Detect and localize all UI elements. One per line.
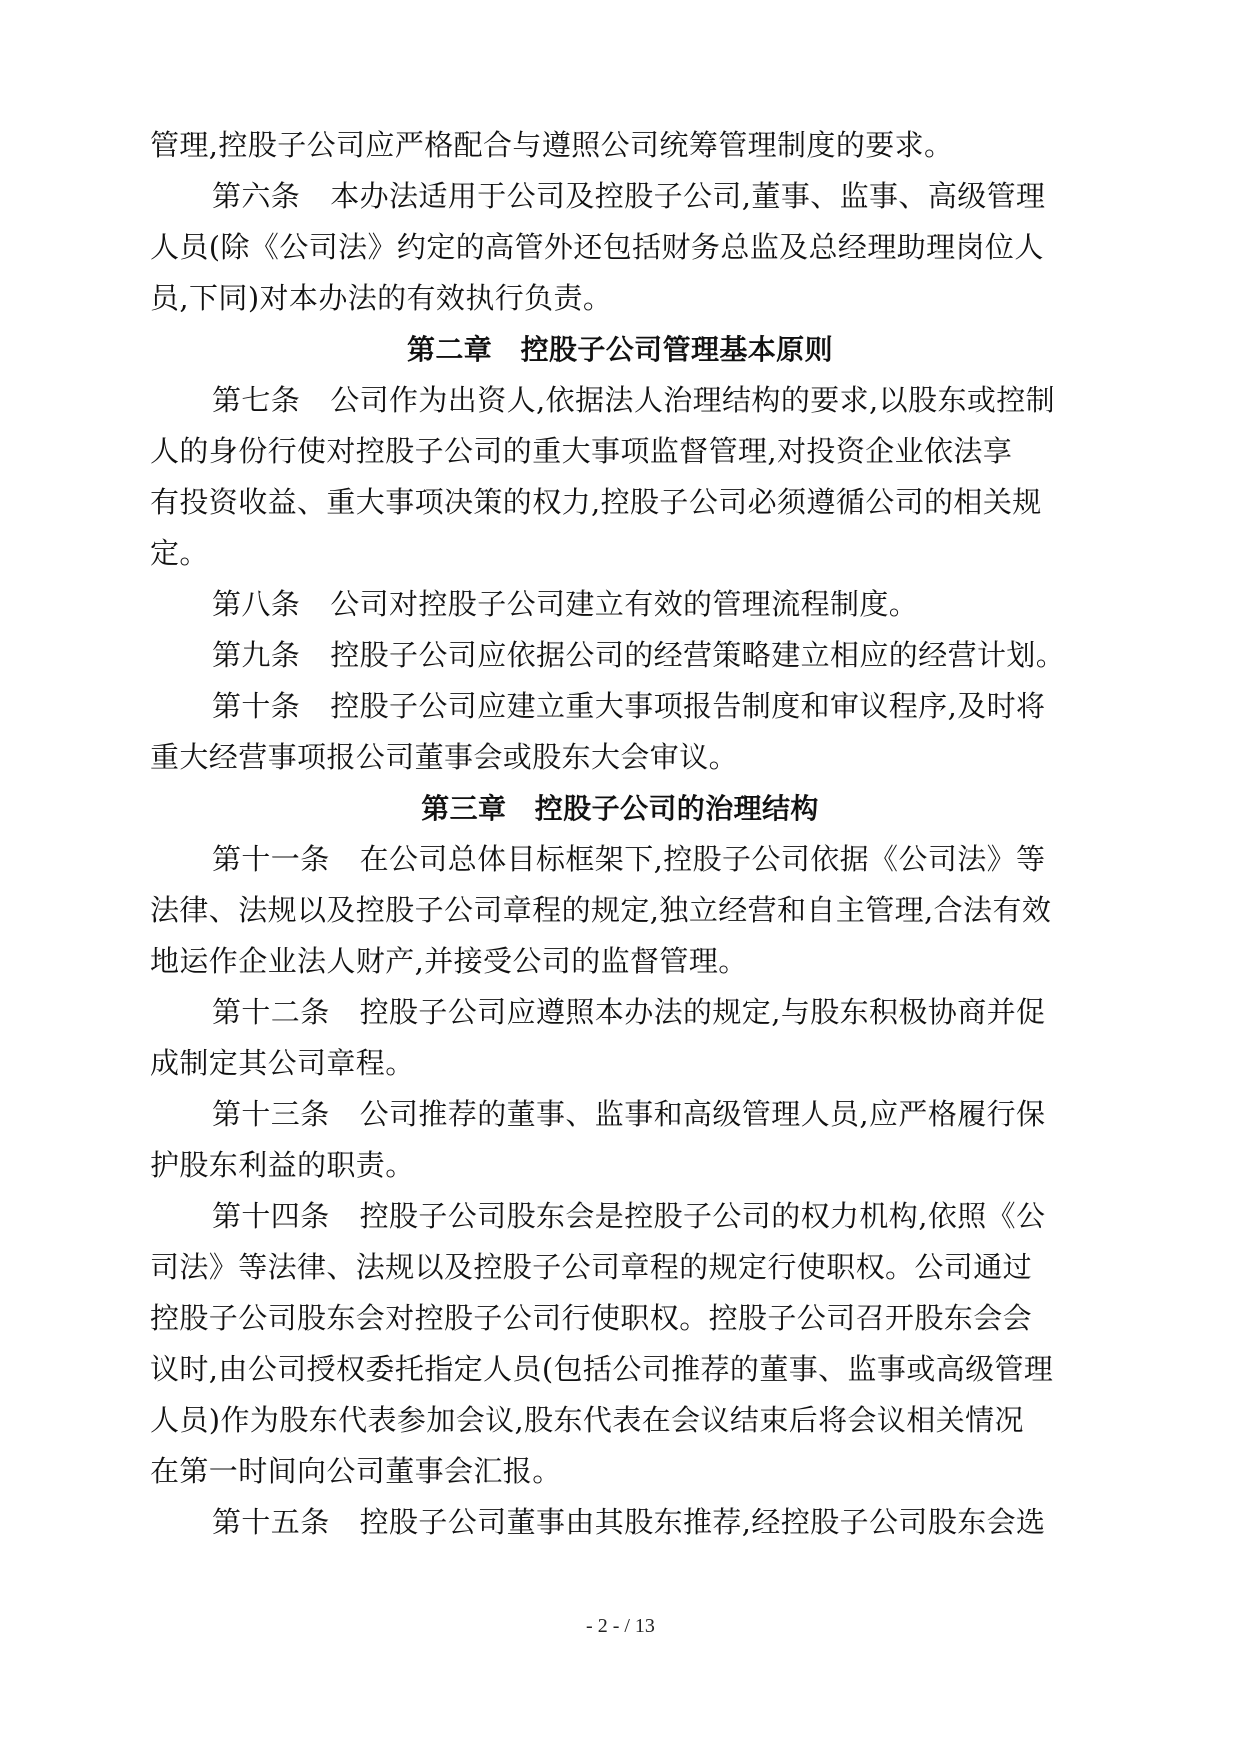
article-number: 第九条 [212,638,301,672]
article-number: 第十四条 [212,1199,330,1233]
article-number: 第十条 [212,689,301,723]
article-text: 控股子公司董事由其股东推荐,经控股子公司股东会选 [359,1505,1046,1539]
chapter-heading: 第三章 控股子公司的治理结构 [421,792,819,825]
article-line [150,1191,1090,1242]
article-text: 公司对控股子公司建立有效的管理流程制度。 [330,587,919,621]
article-text: 公司推荐的董事、监事和高级管理人员,应严格履行保 [359,1097,1046,1131]
article-line [150,1089,1090,1140]
body-text-line: 议时,由公司授权委托指定人员(包括公司推荐的董事、监事或高级管理 [150,1352,1054,1386]
body-text-line: 人的身份行使对控股子公司的重大事项监督管理,对投资企业依法享 [150,434,1013,468]
body-text-line: 护股东利益的职责。 [150,1148,415,1182]
article-number: 第十三条 [212,1097,330,1131]
article-line [150,987,1090,1038]
document-body [150,120,1090,1548]
article-line [150,681,1090,732]
body-text-line: 定。 [150,536,209,570]
article-line [150,171,1090,222]
body-text-line: 司法》等法律、法规以及控股子公司章程的规定行使职权。公司通过 [150,1250,1033,1284]
article-text: 公司作为出资人,依据法人治理结构的要求,以股东或控制 [330,383,1056,417]
article-number: 第十一条 [212,842,330,876]
article-text: 控股子公司应依据公司的经营策略建立相应的经营计划。 [330,638,1066,672]
body-text-line: 管理,控股子公司应严格配合与遵照公司统筹管理制度的要求。 [150,128,954,162]
body-text-line: 法律、法规以及控股子公司章程的规定,独立经营和自主管理,合法有效 [150,893,1052,927]
body-text-line: 人员)作为股东代表参加会议,股东代表在会议结束后将会议相关情况 [150,1403,1024,1437]
page-number: - 2 - / 13 [586,1615,655,1637]
body-text-line: 重大经营事项报公司董事会或股东大会审议。 [150,740,739,774]
article-text: 控股子公司应建立重大事项报告制度和审议程序,及时将 [330,689,1046,723]
article-line [150,375,1090,426]
article-number: 第十二条 [212,995,330,1029]
body-text-line: 在第一时间向公司董事会汇报。 [150,1454,562,1488]
article-text: 控股子公司应遵照本办法的规定,与股东积极协商并促 [359,995,1046,1029]
body-text-line: 人员(除《公司法》约定的高管外还包括财务总监及总经理助理岗位人 [150,230,1044,264]
article-line [150,1497,1090,1548]
article-text: 本办法适用于公司及控股子公司,董事、监事、高级管理 [330,179,1046,213]
chapter-heading: 第二章 控股子公司管理基本原则 [406,333,833,366]
article-text: 在公司总体目标框架下,控股子公司依据《公司法》等 [359,842,1046,876]
article-line [150,834,1090,885]
body-text-line: 成制定其公司章程。 [150,1046,415,1080]
article-number: 第八条 [212,587,301,621]
article-number: 第十五条 [212,1505,330,1539]
article-number: 第七条 [212,383,301,417]
article-line [150,579,1090,630]
body-text-line: 有投资收益、重大事项决策的权力,控股子公司必须遵循公司的相关规 [150,485,1042,519]
article-number: 第六条 [212,179,301,213]
body-text-line: 地运作企业法人财产,并接受公司的监督管理。 [150,944,748,978]
body-text-line: 控股子公司股东会对控股子公司行使职权。控股子公司召开股东会会 [150,1301,1033,1335]
article-text: 控股子公司股东会是控股子公司的权力机构,依照《公 [359,1199,1046,1233]
body-text-line: 员,下同)对本办法的有效执行负责。 [150,281,613,315]
article-line [150,630,1090,681]
